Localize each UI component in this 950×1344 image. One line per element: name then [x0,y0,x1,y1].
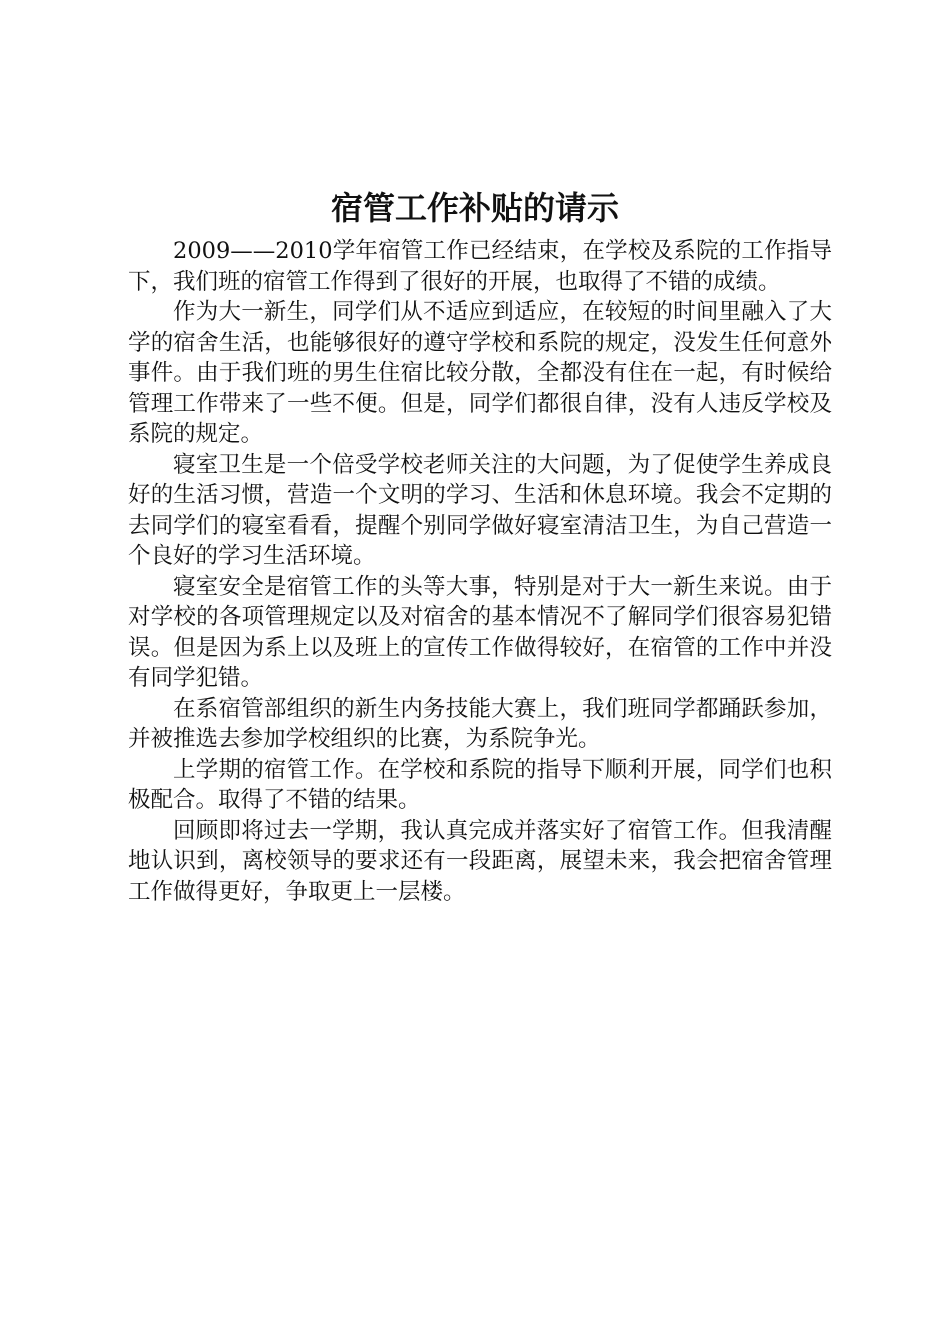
document-body [128,236,832,907]
document-title: 宿管工作补贴的请示 [330,189,619,227]
paragraph-4: 寝室安全是宿管工作的头等大事，特别是对于大一新生来说。由于对学校的各项管理规定以及对宿舍的基本情况不了解同学们很容易犯错误。但是因为系上以及班上的宣传工作做得较好，在宿管的工作中并没有同学犯错。 [128,573,832,691]
paragraph-1: 2009——2010学年宿管工作已经结束，在学校及系院的工作指导下，我们班的宿管工作得到了很好的开展，也取得了不错的成绩。 [128,238,832,295]
paragraph-3: 寝室卫生是一个倍受学校老师关注的大问题，为了促使学生养成良好的生活习惯，营造一个文明的学习、生活和休息环境。我会不定期的去同学们的寝室看看，提醒个别同学做好寝室清洁卫生，为自己营造一个良好的学习生活环境。 [128,451,832,569]
paragraph-5: 在系宿管部组织的新生内务技能大赛上，我们班同学都踊跃参加，并被推选去参加学校组织的比赛，为系院争光。 [128,695,832,752]
paragraph-7: 回顾即将过去一学期，我认真完成并落实好了宿管工作。但我清醒地认识到，离校领导的要求还有一段距离，展望未来，我会把宿舍管理工作做得更好，争取更上一层楼。 [128,817,832,905]
paragraph-6: 上学期的宿管工作。在学校和系院的指导下顺利开展，同学们也积极配合。取得了不错的结果。 [128,756,832,813]
paragraph-2: 作为大一新生，同学们从不适应到适应，在较短的时间里融入了大学的宿舍生活，也能够很好的遵守学校和系院的规定，没发生任何意外事件。由于我们班的男生住宿比较分散，全都没有住在一起，有时候给管理工作带来了一些不便。但是，同学们都很自律，没有人违反学校及系院的规定。 [128,299,832,447]
